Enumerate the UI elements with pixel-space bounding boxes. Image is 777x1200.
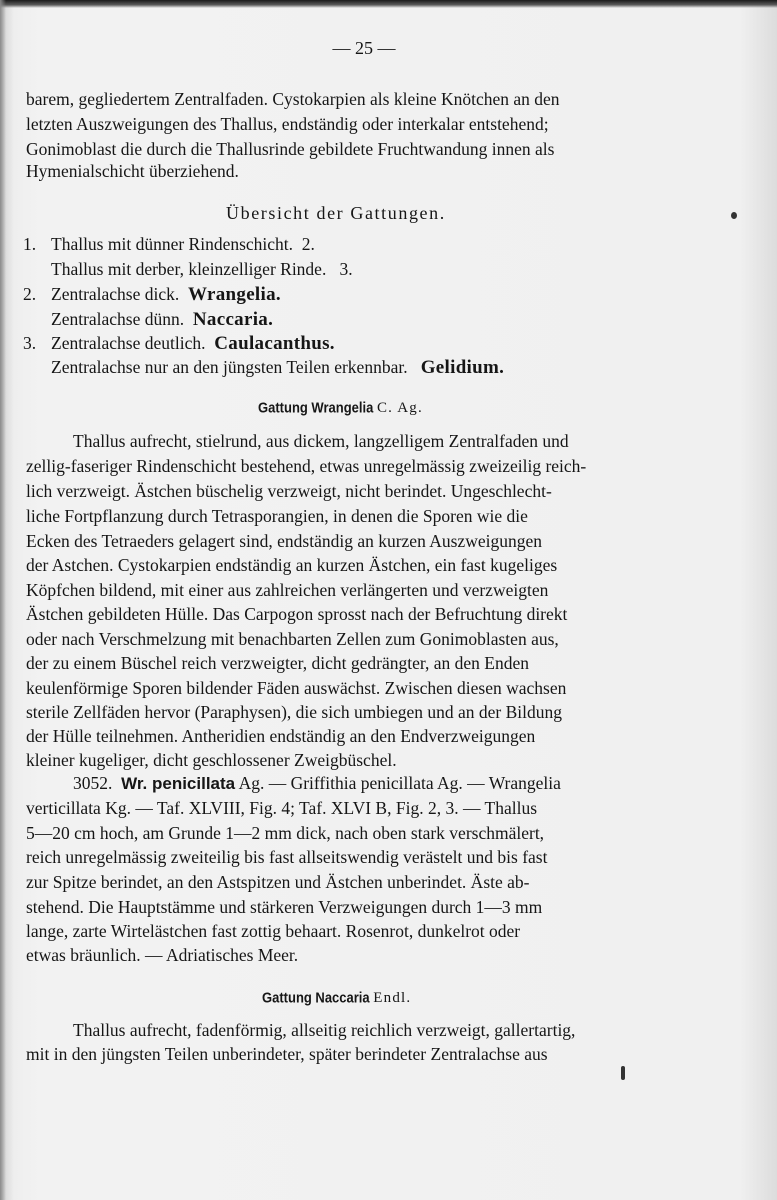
key-ref: 2. xyxy=(301,234,315,254)
key-line xyxy=(51,258,353,280)
body-line: Köpfchen bildend, mit einer aus zahlreichen verlängerten und verzweigten xyxy=(26,580,549,600)
body-line: keulenförmige Sporen bildender Fäden auswächst. Zwischen diesen wachsen xyxy=(26,678,567,698)
species-line: 5—20 cm hoch, am Grunde 1—2 mm dick, nach oben stark verschmälert, xyxy=(26,823,545,843)
key-text: Zentralachse dünn. xyxy=(51,309,185,329)
key-text: Zentralachse dick. xyxy=(51,284,180,304)
key-text: Zentralachse nur an den jüngsten Teilen erkennbar. xyxy=(51,357,408,377)
species-line: lange, zarte Wirtelästchen fast zottig behaart. Rosenrot, dunkelrot oder xyxy=(26,921,521,941)
species-line: reich unregelmässig zweiteilig bis fast allseitswendig verästelt und bis fast xyxy=(26,847,548,867)
species-line: stehend. Die Hauptstämme und stärkeren Verzweigungen durch 1—3 mm xyxy=(26,897,543,917)
heading-author: Endl. xyxy=(373,990,412,1006)
body-line: kleiner kugeliger, dicht geschlossener Zweigbüschel. xyxy=(26,750,397,770)
body-line: lich verzweigt. Ästchen büschelig verzweigt, nicht berindet. Ungeschlecht- xyxy=(26,481,552,501)
key-number: 1. xyxy=(23,234,37,254)
intro-line: letzten Auszweigungen des Thallus, endständig oder interkalar entstehend; xyxy=(26,114,549,134)
section-heading-naccaria xyxy=(262,990,411,1007)
key-genus: Gelidium. xyxy=(420,357,505,378)
intro-line: Gonimoblast die durch die Thallusrinde gebildete Fruchtwandung innen als xyxy=(26,139,555,159)
key-line xyxy=(51,356,504,379)
body-line: der Hülle teilnehmen. Antheridien endständig an den Endverzweigungen xyxy=(26,726,536,746)
body-line: sterile Zellfäden hervor (Paraphysen), die sich umbiegen und an der Bildung xyxy=(26,702,563,722)
section-heading-wrangelia xyxy=(258,400,423,417)
scan-spine-shadow xyxy=(0,0,6,1200)
heading-genus: Gattung Wrangelia xyxy=(258,399,374,416)
key-line xyxy=(23,332,335,355)
body-line: der Astchen. Cystokarpien endständig an kurzen Ästchen, ein fast kugeliges xyxy=(26,555,558,575)
key-genus: Caulacanthus. xyxy=(214,333,335,354)
body-line: Ecken des Tetraeders gelagert sind, endständig an kurzen Auszweigungen xyxy=(26,531,542,551)
key-line xyxy=(51,308,273,331)
key-genus: Naccaria. xyxy=(192,309,274,330)
scan-speck xyxy=(621,1066,625,1080)
body-line: mit in den jüngsten Teilen unberindeter, später berindeter Zentralachse aus xyxy=(26,1044,548,1064)
key-text: Thallus mit derber, kleinzelliger Rinde. xyxy=(51,259,327,279)
body-line: liche Fortpflanzung durch Tetrasporangien, in denen die Sporen wie die xyxy=(26,506,528,526)
body-line: der zu einem Büschel reich verzweigter, dicht gedrängter, an den Enden xyxy=(26,653,529,673)
key-number: 2. xyxy=(23,284,37,304)
species-entry-first-line xyxy=(73,772,561,795)
body-line: oder nach Verschmelzung mit benachbarten Zellen zum Gonimoblasten aus, xyxy=(26,629,559,649)
page-number: — 25 — xyxy=(332,38,396,58)
heading-genus: Gattung Naccaria xyxy=(262,989,370,1006)
species-line: verticillata Kg. — Taf. XLVIII, Fig. 4; Taf. XLVI B, Fig. 2, 3. — Thallus xyxy=(26,798,538,818)
species-name: Wr. penicillata xyxy=(121,774,236,793)
body-line: Ästchen gebildeten Hülle. Das Carpogon sprosst nach der Befruchtung direkt xyxy=(26,604,568,624)
species-number: 3052. xyxy=(73,773,113,793)
key-ref: 3. xyxy=(339,259,353,279)
species-synonyms: Ag. — Griffithia penicillata Ag. — Wrangelia xyxy=(238,773,561,793)
scan-edge-top xyxy=(0,0,777,8)
body-line: zellig-faseriger Rindenschicht bestehend, etwas unregelmässig zweizeilig reich- xyxy=(26,456,587,476)
intro-line: Hymenialschicht überziehend. xyxy=(26,161,239,181)
key-text: Zentralachse deutlich. xyxy=(51,333,206,353)
key-number: 3. xyxy=(23,333,37,353)
heading-author: C. Ag. xyxy=(376,400,423,416)
intro-line: barem, gegliedertem Zentralfaden. Cystokarpien als kleine Knötchen an den xyxy=(26,89,560,109)
key-line xyxy=(23,283,281,306)
scan-speck xyxy=(731,212,737,219)
species-line: etwas bräunlich. — Adriatisches Meer. xyxy=(26,945,299,965)
key-text: Thallus mit dünner Rindenschicht. xyxy=(51,234,294,254)
body-line: Thallus aufrecht, stielrund, aus dickem, langzelligem Zentralfaden und xyxy=(73,431,569,451)
overview-title: Übersicht der Gattungen. xyxy=(226,203,446,223)
body-line: Thallus aufrecht, fadenförmig, allseitig reichlich verzweigt, gallertartig, xyxy=(73,1020,576,1040)
key-genus: Wrangelia. xyxy=(188,284,281,305)
key-line xyxy=(23,233,315,255)
species-line: zur Spitze berindet, an den Astspitzen und Ästchen unberindet. Äste ab- xyxy=(26,872,530,892)
